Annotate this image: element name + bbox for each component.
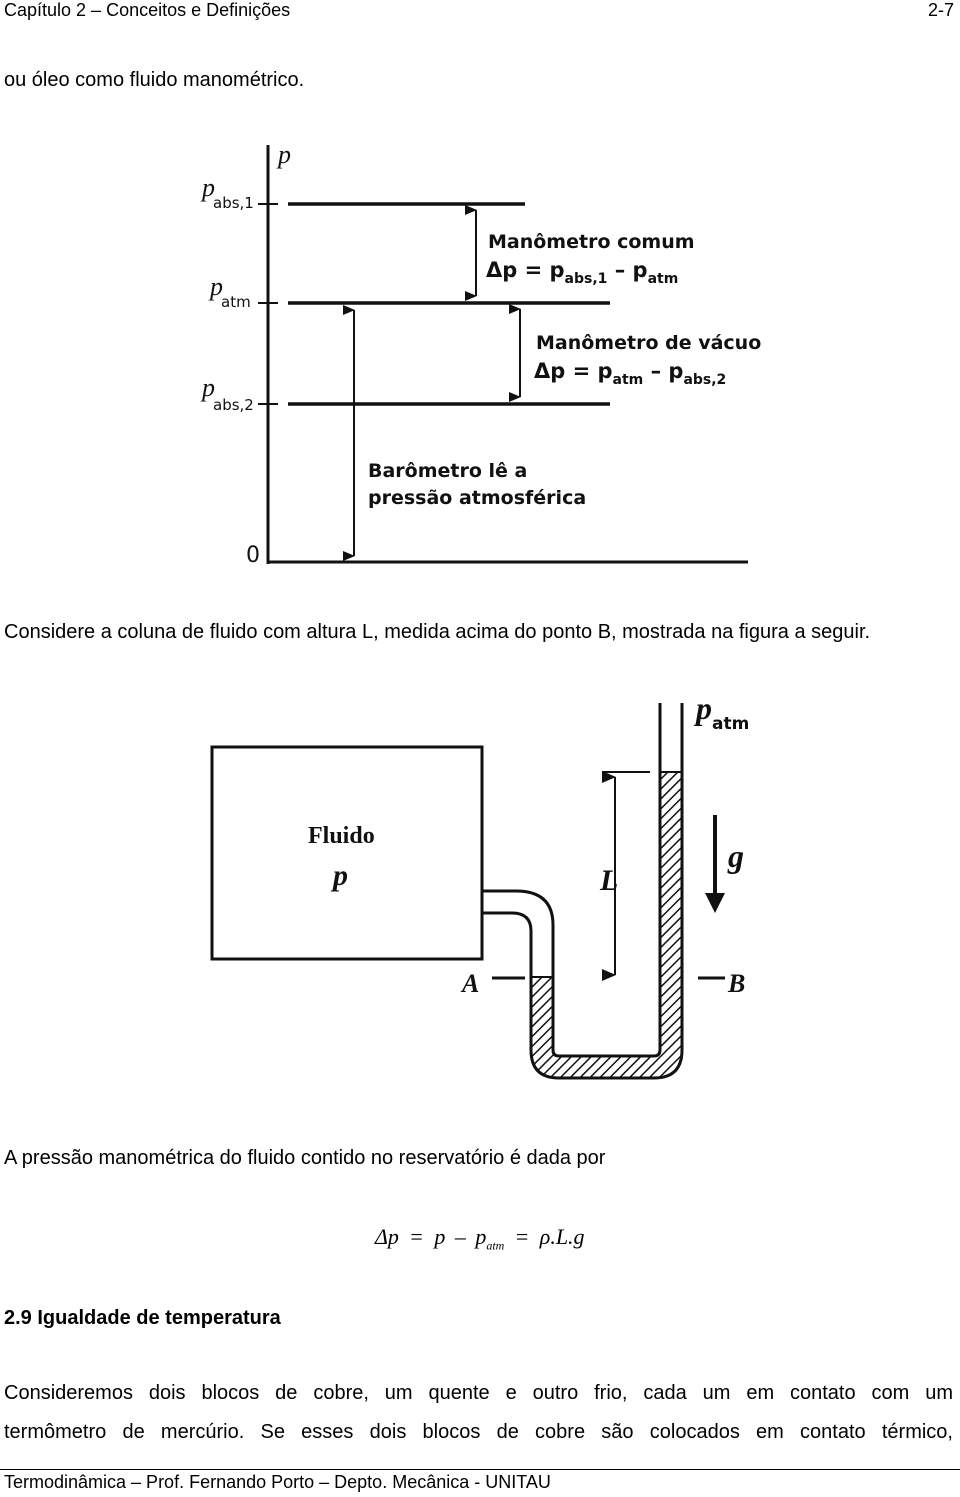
eq-rhs: ρ.L.g [539, 1224, 585, 1249]
vacuo-title: Manômetro de vácuo [536, 332, 762, 354]
svg-text:Δp = pabs,1 – patm [486, 258, 678, 287]
zero-label: 0 [246, 543, 260, 568]
vacuo-eq-sub1: atm [612, 372, 644, 388]
A-label: A [462, 969, 480, 998]
svg-text:Δp = patm – pabs,2 [534, 359, 726, 388]
manometro-eq-sub1: abs,1 [564, 271, 608, 287]
eq-patm: p [475, 1224, 487, 1249]
paragraph-line-2: termômetro de mercúrio. Se esses dois blocos de cobre são colocados em contato térmico, [4, 1421, 953, 1443]
patm-label: p [210, 272, 223, 301]
fluid-p: p [333, 859, 348, 892]
manometer-figure [150, 685, 770, 1105]
paragraph-line-1: Consideremos dois blocos de cobre, um quente e outro frio, cada um em contato com um [4, 1382, 953, 1404]
footer-rule [0, 1469, 960, 1470]
barometro-line2: pressão atmosférica [368, 487, 587, 509]
fluid-reservoir [212, 747, 482, 959]
page-number: 2-7 [927, 0, 954, 20]
section-heading: 2.9 Igualdade de temperatura [4, 1307, 281, 1329]
barometro-line1: Barômetro lê a [368, 460, 528, 482]
vacuo-eq-sub2: abs,2 [683, 372, 727, 388]
pabs2-sub: abs,2 [213, 396, 254, 414]
pressure-diagram [180, 130, 780, 590]
eq-equals-1: = [410, 1224, 423, 1249]
gauge-pressure-equation [375, 1224, 585, 1253]
eq-patm-sub: atm [486, 1238, 505, 1253]
axis-label: p [278, 140, 291, 169]
L-label: L [600, 864, 619, 897]
B-label: B [728, 969, 746, 998]
vacuo-eq-lhs: Δp = p [534, 359, 613, 383]
patm-sub: atm [712, 714, 750, 734]
vacuo-eq-mid: – p [643, 359, 684, 383]
pabs1-label: p [202, 173, 215, 202]
body-line-1: ou óleo como fluido manométrico. [4, 69, 305, 91]
eq-equals-2: = [515, 1224, 529, 1249]
pabs2-label: p [202, 373, 215, 402]
patm-sub: atm [221, 293, 251, 311]
running-footer: Termodinâmica – Prof. Fernando Porto – Depto. Mecânica - UNITAU [4, 1472, 551, 1492]
g-label: g [728, 838, 744, 874]
running-header: Capítulo 2 – Conceitos e Definições [4, 0, 291, 20]
eq-p: p [434, 1224, 446, 1249]
eq-lhs: Δp [375, 1224, 399, 1249]
eq-minus: – [454, 1224, 466, 1249]
manometro-title: Manômetro comum [488, 231, 695, 253]
patm-label: p [696, 690, 712, 726]
fluid-label: Fluido [308, 823, 375, 849]
pabs1-sub: abs,1 [213, 194, 254, 212]
manometro-eq-sub2: atm [647, 271, 679, 287]
body-line-3: A pressão manométrica do fluido contido no reservatório é dada por [4, 1147, 606, 1169]
body-line-2: Considere a coluna de fluido com altura L, medida acima do ponto B, mostrada na figura a seguir. [4, 621, 871, 643]
manometro-eq-lhs: Δp = p [486, 258, 565, 282]
manometro-eq-mid: – p [607, 258, 648, 282]
